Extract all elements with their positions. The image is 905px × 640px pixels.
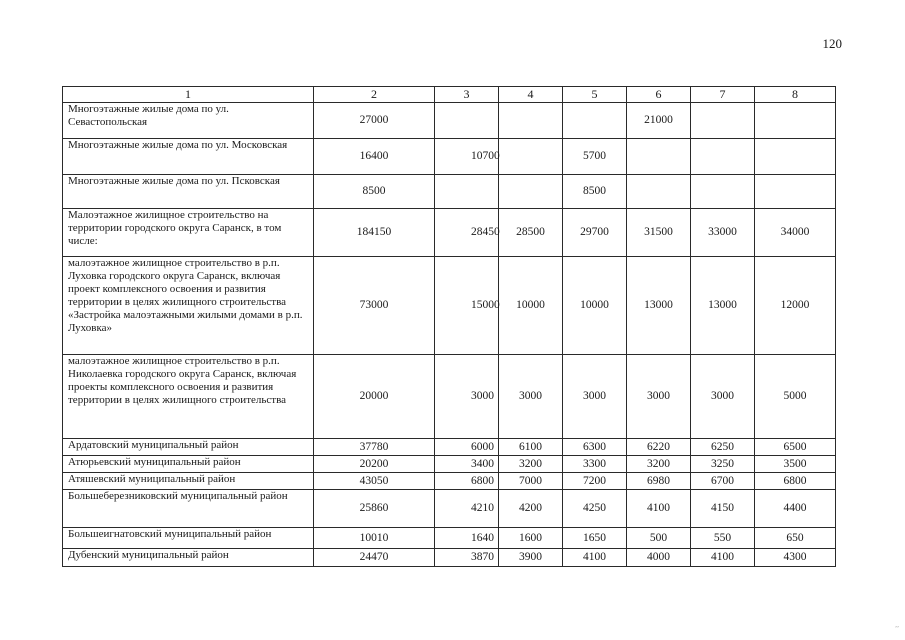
- value-cell-col-8: [755, 139, 836, 175]
- column-header-6: 6: [627, 87, 691, 103]
- value-cell-col-7: [691, 103, 755, 139]
- value-cell-col-7: 550: [691, 528, 755, 549]
- value-cell-col-7: 3250: [691, 456, 755, 473]
- value-cell-col-7: 4150: [691, 490, 755, 528]
- value-cell-col-2: 24470: [314, 549, 435, 567]
- value-cell-col-4: [499, 175, 563, 209]
- column-header-5: 5: [563, 87, 627, 103]
- value-cell-col-6: 500: [627, 528, 691, 549]
- value-cell-col-5: 3300: [563, 456, 627, 473]
- table-row: [63, 355, 836, 439]
- value-cell-col-4: [499, 103, 563, 139]
- value-cell-col-7: 13000: [691, 257, 755, 355]
- value-cell-col-4: 28500: [499, 209, 563, 257]
- value-cell-col-3: [435, 103, 499, 139]
- value-cell-col-7: [691, 139, 755, 175]
- row-name-cell: Большеигнатовский муниципальный район: [63, 528, 314, 549]
- row-name-cell: малоэтажное жилищное строительство в р.п. Николаевка городского округа Саранск, включая проекты комплексного освоения и развития территории в целях жилищного строительства: [63, 355, 314, 439]
- row-name-cell: Атяшевский муниципальный район: [63, 473, 314, 490]
- row-name-cell: Дубенский муниципальный район: [63, 549, 314, 567]
- table-row: [63, 490, 836, 528]
- table-row: [63, 139, 836, 175]
- table-row: [63, 528, 836, 549]
- value-cell-col-2: 184150: [314, 209, 435, 257]
- row-name-cell: Ардатовский муниципальный район: [63, 439, 314, 456]
- value-cell-col-6: 13000: [627, 257, 691, 355]
- table-row: [63, 257, 836, 355]
- value-cell-col-6: [627, 175, 691, 209]
- value-cell-col-8: 34000: [755, 209, 836, 257]
- value-cell-col-3: 1640: [435, 528, 499, 549]
- value-cell-col-3: 3000: [435, 355, 499, 439]
- value-cell-col-3: 10700: [435, 139, 499, 175]
- value-cell-col-5: 8500: [563, 175, 627, 209]
- column-header-7: 7: [691, 87, 755, 103]
- value-cell-col-4: 7000: [499, 473, 563, 490]
- value-cell-col-8: [755, 103, 836, 139]
- value-cell-col-5: 7200: [563, 473, 627, 490]
- row-name-cell: Атюрьевский муниципальный район: [63, 456, 314, 473]
- value-cell-col-4: 3000: [499, 355, 563, 439]
- value-cell-col-7: 33000: [691, 209, 755, 257]
- value-cell-col-7: [691, 175, 755, 209]
- value-cell-col-3: 3870: [435, 549, 499, 567]
- row-name-cell: Большеберезниковский муниципальный район: [63, 490, 314, 528]
- value-cell-col-6: 6220: [627, 439, 691, 456]
- value-cell-col-7: 6250: [691, 439, 755, 456]
- value-cell-col-4: 3900: [499, 549, 563, 567]
- value-cell-col-2: 37780: [314, 439, 435, 456]
- value-cell-col-2: 25860: [314, 490, 435, 528]
- value-cell-col-8: 3500: [755, 456, 836, 473]
- value-cell-col-6: 4000: [627, 549, 691, 567]
- value-cell-col-3: 4210: [435, 490, 499, 528]
- value-cell-col-5: 1650: [563, 528, 627, 549]
- table-row: [63, 456, 836, 473]
- value-cell-col-4: [499, 139, 563, 175]
- value-cell-col-5: 5700: [563, 139, 627, 175]
- table-row: [63, 439, 836, 456]
- table-row: [63, 473, 836, 490]
- value-cell-col-4: 4200: [499, 490, 563, 528]
- value-cell-col-4: 3200: [499, 456, 563, 473]
- value-cell-col-5: 4100: [563, 549, 627, 567]
- value-cell-col-3: 3400: [435, 456, 499, 473]
- value-cell-col-6: 4100: [627, 490, 691, 528]
- value-cell-col-6: 31500: [627, 209, 691, 257]
- column-header-2: 2: [314, 87, 435, 103]
- value-cell-col-8: 6800: [755, 473, 836, 490]
- value-cell-col-7: 6700: [691, 473, 755, 490]
- value-cell-col-2: 73000: [314, 257, 435, 355]
- value-cell-col-2: 43050: [314, 473, 435, 490]
- page-number: 120: [822, 36, 842, 51]
- value-cell-col-8: 6500: [755, 439, 836, 456]
- column-header-8: 8: [755, 87, 836, 103]
- table-row: [63, 103, 836, 139]
- table-row: [63, 549, 836, 567]
- value-cell-col-7: 4100: [691, 549, 755, 567]
- table-row: [63, 209, 836, 257]
- value-cell-col-6: 3000: [627, 355, 691, 439]
- value-cell-col-5: 4250: [563, 490, 627, 528]
- value-cell-col-7: 3000: [691, 355, 755, 439]
- value-cell-col-2: 27000: [314, 103, 435, 139]
- value-cell-col-2: 16400: [314, 139, 435, 175]
- value-cell-col-3: 15000: [435, 257, 499, 355]
- row-name-cell: Многоэтажные жилые дома по ул. Псковская: [63, 175, 314, 209]
- value-cell-col-3: 6000: [435, 439, 499, 456]
- value-cell-col-6: [627, 139, 691, 175]
- row-name-cell: Многоэтажные жилые дома по ул. Севастопольская: [63, 103, 314, 139]
- value-cell-col-2: 20200: [314, 456, 435, 473]
- value-cell-col-8: 650: [755, 528, 836, 549]
- value-cell-col-8: [755, 175, 836, 209]
- value-cell-col-5: 3000: [563, 355, 627, 439]
- corner-mark: ʼʼ: [895, 626, 899, 632]
- value-cell-col-4: 10000: [499, 257, 563, 355]
- value-cell-col-4: 6100: [499, 439, 563, 456]
- value-cell-col-8: 5000: [755, 355, 836, 439]
- value-cell-col-2: 10010: [314, 528, 435, 549]
- value-cell-col-5: 29700: [563, 209, 627, 257]
- value-cell-col-4: 1600: [499, 528, 563, 549]
- table-header-row: [63, 87, 836, 103]
- value-cell-col-8: 4300: [755, 549, 836, 567]
- row-name-cell: Малоэтажное жилищное строительство на территории городского округа Саранск, в том числе:: [63, 209, 314, 257]
- value-cell-col-6: 3200: [627, 456, 691, 473]
- row-name-cell: Многоэтажные жилые дома по ул. Московская: [63, 139, 314, 175]
- column-header-1: 1: [63, 87, 314, 103]
- value-cell-col-3: [435, 175, 499, 209]
- value-cell-col-6: 6980: [627, 473, 691, 490]
- row-name-cell: малоэтажное жилищное строительство в р.п. Луховка городского округа Саранск, включая проект комплексного освоения и развития территории в целях жилищного строительства «Застройка малоэтажными жилыми домами в р.п. Луховка»: [63, 257, 314, 355]
- value-cell-col-2: 20000: [314, 355, 435, 439]
- value-cell-col-5: 10000: [563, 257, 627, 355]
- table-row: [63, 175, 836, 209]
- value-cell-col-3: 6800: [435, 473, 499, 490]
- column-header-3: 3: [435, 87, 499, 103]
- data-table: [62, 86, 836, 567]
- value-cell-col-6: 21000: [627, 103, 691, 139]
- value-cell-col-8: 12000: [755, 257, 836, 355]
- value-cell-col-8: 4400: [755, 490, 836, 528]
- value-cell-col-3: 28450: [435, 209, 499, 257]
- value-cell-col-5: [563, 103, 627, 139]
- column-header-4: 4: [499, 87, 563, 103]
- value-cell-col-2: 8500: [314, 175, 435, 209]
- value-cell-col-5: 6300: [563, 439, 627, 456]
